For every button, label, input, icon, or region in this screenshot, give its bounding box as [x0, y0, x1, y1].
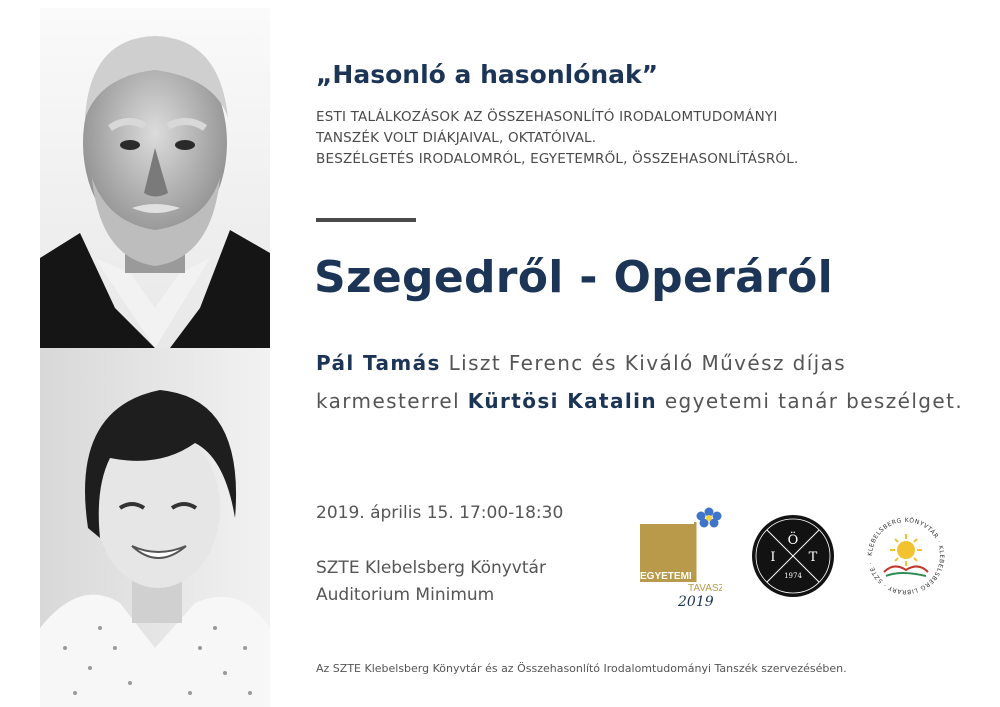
event-title: Szegedről - Operáról — [314, 252, 834, 303]
egyetemi-year: 2019 — [678, 594, 714, 610]
library-ring-text: KLEBELSBERG KÖNYVTÁR · KLEBELSBERG LIBRARY · SZTE · — [866, 516, 946, 596]
egyetemi-tavasz-logo — [638, 502, 722, 612]
divider — [316, 218, 416, 222]
series-title: „Hasonló a hasonlónak” — [316, 60, 659, 89]
series-subtitle — [316, 107, 798, 170]
subtitle-line: ESTI TALÁLKOZÁSOK AZ ÖSSZEHASONLÍTÓ IRODALOMTUDOMÁNYI — [316, 109, 778, 125]
forget-me-not-flower-icon — [697, 508, 722, 528]
event-venue — [316, 555, 546, 609]
iot-year: 1974 — [784, 572, 802, 580]
iot-letter-i: I — [770, 550, 776, 565]
venue-line-2: Auditorium Minimum — [316, 585, 495, 605]
description-text-1: Liszt Ferenc és Kiváló Művész díjas karmesterrel — [316, 351, 847, 413]
egyetemi-word: EGYETEMI — [640, 571, 692, 582]
host-name: Kürtösi Katalin — [467, 389, 658, 413]
iot-letter-t: T — [808, 550, 818, 565]
klebelsberg-library-logo — [860, 510, 952, 602]
event-description — [316, 344, 966, 420]
organizer-note: Az SZTE Klebelsberg Könyvtár és az Összehasonlító Irodalomtudományi Tanszék szervezésében. — [316, 662, 847, 675]
description-text-2: egyetemi tanár beszélget. — [657, 389, 964, 413]
subtitle-line: TANSZÉK VOLT DIÁKJAIVAL, OKTATÓIVAL. — [316, 130, 597, 146]
tavasz-word: TAVASZ — [688, 583, 722, 594]
event-date-time: 2019. április 15. 17:00-18:30 — [316, 503, 564, 523]
photo-pal-tamas — [40, 8, 270, 348]
photo-kurtosi-katalin — [40, 348, 270, 707]
venue-line-1: SZTE Klebelsberg Könyvtár — [316, 558, 546, 578]
subtitle-line: BESZÉLGETÉS IRODALOMRÓL, EGYETEMRŐL, ÖSSZEHASONLÍTÁSRÓL. — [316, 151, 799, 167]
iot-1974-logo — [751, 514, 835, 598]
iot-letter-o: Ö — [787, 533, 799, 548]
guest-name: Pál Tamás — [316, 351, 441, 375]
